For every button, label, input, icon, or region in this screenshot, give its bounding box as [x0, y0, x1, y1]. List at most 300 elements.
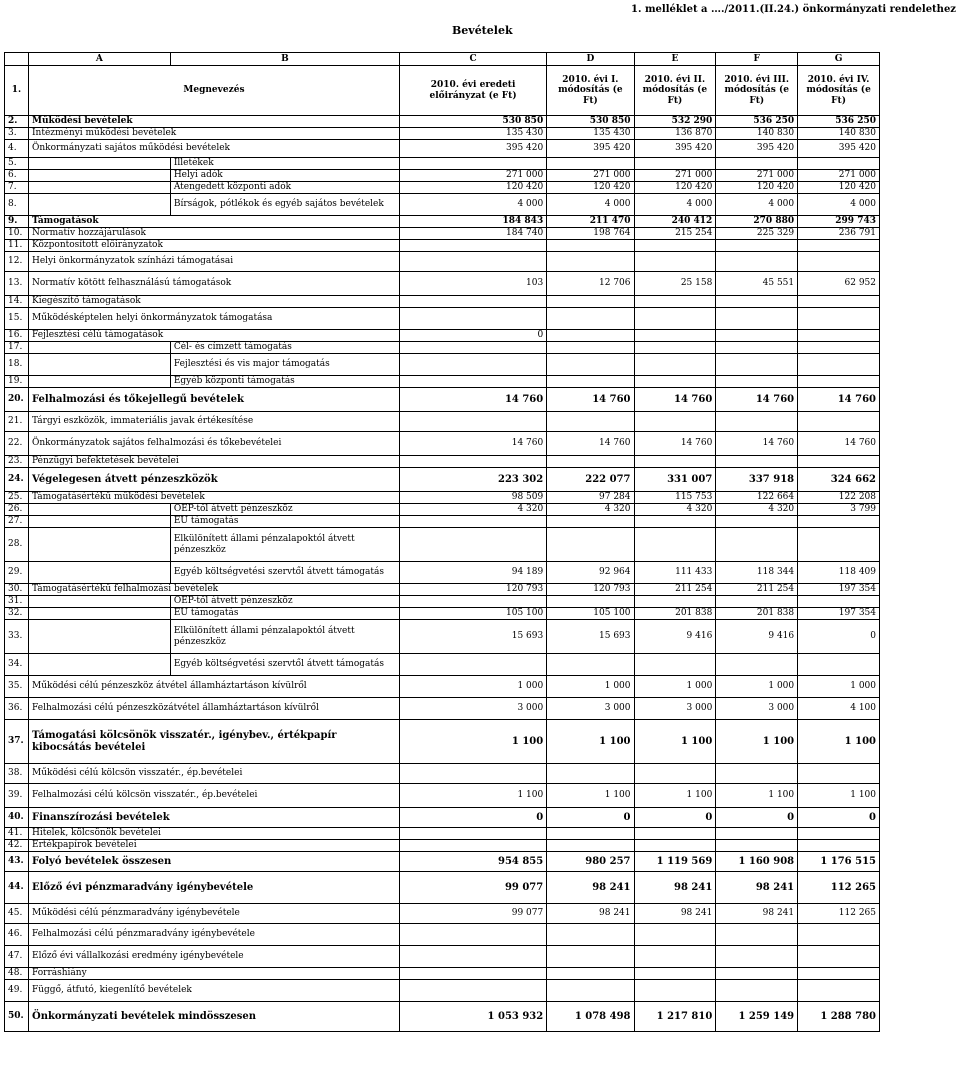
- table-cell: 42.: [5, 840, 29, 852]
- table-cell: [634, 330, 716, 342]
- table-cell: [634, 924, 716, 946]
- table-cell: 1 000: [798, 676, 880, 698]
- table-cell: 31.: [5, 596, 29, 608]
- table-cell: Egyéb központi támogatás: [170, 376, 399, 388]
- table-row: [5, 872, 880, 904]
- table-row: [5, 840, 880, 852]
- table-row: [5, 924, 880, 946]
- table-cell: [399, 924, 546, 946]
- table-cell: [798, 296, 880, 308]
- table-cell: [29, 342, 171, 354]
- table-cell: 1 259 149: [716, 1002, 798, 1032]
- table-cell: 18.: [5, 354, 29, 376]
- table-cell: [399, 828, 546, 840]
- table-cell: 49.: [5, 980, 29, 1002]
- table-cell: EU támogatás: [170, 516, 399, 528]
- table-cell: [547, 924, 634, 946]
- table-cell: [634, 516, 716, 528]
- table-cell: [547, 308, 634, 330]
- table-cell: [399, 296, 546, 308]
- table-cell: [547, 946, 634, 968]
- table-row: [5, 698, 880, 720]
- table-cell: [547, 354, 634, 376]
- table-cell: 14 760: [634, 432, 716, 456]
- table-cell: [399, 968, 546, 980]
- table-row: [5, 116, 880, 128]
- col-letter: B: [170, 53, 399, 66]
- table-cell: [29, 158, 171, 170]
- table-cell: [399, 840, 546, 852]
- table-cell: [634, 596, 716, 608]
- table-row: [5, 620, 880, 654]
- table-cell: [798, 764, 880, 784]
- table-cell: 1 100: [547, 784, 634, 808]
- table-cell: 4 000: [634, 194, 716, 216]
- table-cell: 47.: [5, 946, 29, 968]
- table-row: [5, 412, 880, 432]
- table-cell: 236 791: [798, 228, 880, 240]
- table-cell: [547, 240, 634, 252]
- table-cell: [716, 516, 798, 528]
- table-cell: [547, 252, 634, 272]
- table-cell: [716, 946, 798, 968]
- table-row: [5, 330, 880, 342]
- col-letter: D: [547, 53, 634, 66]
- table-cell: 45 551: [716, 272, 798, 296]
- table-cell: Intézményi működési bevételek: [29, 128, 400, 140]
- table-cell: [399, 456, 546, 468]
- table-row: [5, 808, 880, 828]
- table-cell: 2.: [5, 116, 29, 128]
- col-letter: C: [399, 53, 546, 66]
- table-cell: 3 000: [634, 698, 716, 720]
- table-cell: 0: [399, 808, 546, 828]
- table-cell: 15 693: [399, 620, 546, 654]
- table-cell: 28.: [5, 528, 29, 562]
- table-cell: 38.: [5, 764, 29, 784]
- table-cell: [399, 308, 546, 330]
- table-cell: [716, 296, 798, 308]
- table-cell: 184 740: [399, 228, 546, 240]
- table-cell: 17.: [5, 342, 29, 354]
- table-row: [5, 128, 880, 140]
- table-cell: 9.: [5, 216, 29, 228]
- table-row: [5, 228, 880, 240]
- table-cell: 30.: [5, 584, 29, 596]
- table-cell: [716, 354, 798, 376]
- table-cell: 201 838: [716, 608, 798, 620]
- table-cell: 1 000: [399, 676, 546, 698]
- table-cell: [547, 764, 634, 784]
- table-row: [5, 654, 880, 676]
- table-cell: 122 208: [798, 492, 880, 504]
- table-cell: 98 241: [547, 872, 634, 904]
- table-cell: 1 100: [634, 720, 716, 764]
- table-row: [5, 980, 880, 1002]
- table-cell: Értékpapírok bevételei: [29, 840, 400, 852]
- table-cell: 25.: [5, 492, 29, 504]
- table-cell: [716, 840, 798, 852]
- table-cell: [399, 980, 546, 1002]
- table-cell: 7.: [5, 182, 29, 194]
- table-cell: Finanszírozási bevételek: [29, 808, 400, 828]
- table-row: [5, 216, 880, 228]
- table-cell: 395 420: [399, 140, 546, 158]
- table-cell: 223 302: [399, 468, 546, 492]
- table-cell: Fejlesztési célú támogatások: [29, 330, 400, 342]
- header-num: 1.: [5, 66, 29, 116]
- table-cell: [798, 968, 880, 980]
- table-cell: [798, 946, 880, 968]
- table-cell: [634, 764, 716, 784]
- table-cell: 4 320: [399, 504, 546, 516]
- table-cell: 184 843: [399, 216, 546, 228]
- table-cell: 0: [399, 330, 546, 342]
- table-cell: Önkormányzati sajátos működési bevételek: [29, 140, 400, 158]
- table-cell: 26.: [5, 504, 29, 516]
- table-cell: 0: [716, 808, 798, 828]
- table-cell: [29, 504, 171, 516]
- table-cell: [634, 252, 716, 272]
- table-cell: Illetékek: [170, 158, 399, 170]
- table-cell: 48.: [5, 968, 29, 980]
- header-d: 2010. évi eredeti előirányzat (e Ft): [399, 66, 546, 116]
- table-cell: 3 799: [798, 504, 880, 516]
- table-cell: Forráshiány: [29, 968, 400, 980]
- table-cell: 1 100: [798, 784, 880, 808]
- table-cell: 103: [399, 272, 546, 296]
- table-cell: EU támogatás: [170, 608, 399, 620]
- table-cell: Fejlesztési és vis major támogatás: [170, 354, 399, 376]
- table-cell: 4 000: [399, 194, 546, 216]
- table-cell: 271 000: [547, 170, 634, 182]
- table-cell: 25 158: [634, 272, 716, 296]
- table-cell: 4 320: [716, 504, 798, 516]
- table-cell: [798, 252, 880, 272]
- table-cell: 120 420: [547, 182, 634, 194]
- table-cell: 10.: [5, 228, 29, 240]
- table-cell: 41.: [5, 828, 29, 840]
- table-cell: 1 176 515: [798, 852, 880, 872]
- table-cell: 35.: [5, 676, 29, 698]
- table-cell: 1 100: [399, 720, 546, 764]
- table-cell: 536 250: [716, 116, 798, 128]
- table-cell: 15 693: [547, 620, 634, 654]
- table-cell: 24.: [5, 468, 29, 492]
- table-cell: [547, 516, 634, 528]
- table-cell: 197 354: [798, 584, 880, 596]
- table-cell: 4 000: [798, 194, 880, 216]
- table-cell: 44.: [5, 872, 29, 904]
- table-cell: 92 964: [547, 562, 634, 584]
- table-cell: 395 420: [547, 140, 634, 158]
- table-row: [5, 492, 880, 504]
- table-cell: 136 870: [634, 128, 716, 140]
- table-cell: 120 420: [716, 182, 798, 194]
- table-row: [5, 194, 880, 216]
- table-cell: 271 000: [798, 170, 880, 182]
- table-cell: [716, 828, 798, 840]
- table-cell: Kiegészítő támogatások: [29, 296, 400, 308]
- table-cell: [634, 828, 716, 840]
- table-cell: Előző évi vállalkozási eredmény igénybevétele: [29, 946, 400, 968]
- table-cell: 12 706: [547, 272, 634, 296]
- table-cell: [798, 516, 880, 528]
- table-cell: Helyi önkormányzatok színházi támogatásai: [29, 252, 400, 272]
- table-cell: [798, 342, 880, 354]
- table-cell: Támogatásértékű működési bevételek: [29, 492, 400, 504]
- table-cell: [716, 412, 798, 432]
- table-cell: 14 760: [547, 388, 634, 412]
- table-cell: 27.: [5, 516, 29, 528]
- table-cell: [716, 528, 798, 562]
- table-cell: [716, 654, 798, 676]
- table-row: [5, 904, 880, 924]
- table-cell: 19.: [5, 376, 29, 388]
- table-cell: 1 100: [399, 784, 546, 808]
- table-cell: Támogatásértékű felhalmozási bevételek: [29, 584, 400, 596]
- table-cell: 120 793: [547, 584, 634, 596]
- table-cell: [547, 456, 634, 468]
- header-h: 2010. évi IV. módosítás (e Ft): [798, 66, 880, 116]
- table-cell: 98 241: [634, 904, 716, 924]
- table-cell: 0: [798, 620, 880, 654]
- table-cell: Elkülönített állami pénzalapoktól átvett pénzeszköz: [170, 528, 399, 562]
- table-row: [5, 272, 880, 296]
- table-cell: 14 760: [399, 388, 546, 412]
- table-cell: 4.: [5, 140, 29, 158]
- table-row: [5, 764, 880, 784]
- table-cell: 62 952: [798, 272, 880, 296]
- table-cell: 1 053 932: [399, 1002, 546, 1032]
- table-cell: [716, 456, 798, 468]
- table-cell: [634, 946, 716, 968]
- table-cell: 225 329: [716, 228, 798, 240]
- table-cell: 271 000: [399, 170, 546, 182]
- table-cell: [399, 240, 546, 252]
- table-cell: Végelegesen átvett pénzeszközök: [29, 468, 400, 492]
- table-cell: [29, 654, 171, 676]
- table-row: [5, 240, 880, 252]
- table-cell: 395 420: [716, 140, 798, 158]
- table-cell: Pénzügyi befektetések bevételei: [29, 456, 400, 468]
- table-cell: [798, 158, 880, 170]
- table-cell: 111 433: [634, 562, 716, 584]
- table-cell: 530 850: [399, 116, 546, 128]
- table-cell: 1 288 780: [798, 1002, 880, 1032]
- table-cell: 43.: [5, 852, 29, 872]
- table-row: [5, 296, 880, 308]
- table-row: [5, 468, 880, 492]
- table-cell: [634, 308, 716, 330]
- table-cell: 1 100: [547, 720, 634, 764]
- header-e: 2010. évi I. módosítás (e Ft): [547, 66, 634, 116]
- table-cell: [798, 924, 880, 946]
- table-cell: [399, 354, 546, 376]
- table-cell: [634, 980, 716, 1002]
- table-cell: 115 753: [634, 492, 716, 504]
- table-cell: [634, 412, 716, 432]
- table-cell: 14 760: [716, 432, 798, 456]
- table-cell: [634, 240, 716, 252]
- table-cell: [547, 528, 634, 562]
- table-cell: [716, 924, 798, 946]
- table-cell: Helyi adók: [170, 170, 399, 182]
- table-cell: OEP-től átvett pénzeszköz: [170, 596, 399, 608]
- table-cell: 12.: [5, 252, 29, 272]
- table-cell: [634, 968, 716, 980]
- table-cell: 16.: [5, 330, 29, 342]
- table-cell: [634, 376, 716, 388]
- table-cell: 46.: [5, 924, 29, 946]
- table-cell: [29, 562, 171, 584]
- table-cell: 14.: [5, 296, 29, 308]
- table-cell: [634, 840, 716, 852]
- table-cell: Bírságok, pótlékok és egyéb sajátos bevételek: [170, 194, 399, 216]
- table-cell: 45.: [5, 904, 29, 924]
- column-letters-row: [5, 53, 880, 66]
- table-cell: [634, 528, 716, 562]
- table-row: [5, 946, 880, 968]
- table-cell: [716, 376, 798, 388]
- table-cell: Működési bevételek: [29, 116, 400, 128]
- table-cell: [547, 412, 634, 432]
- table-cell: 4 000: [716, 194, 798, 216]
- table-cell: 1 100: [716, 720, 798, 764]
- table-row: [5, 608, 880, 620]
- table-cell: Hitelek, kölcsönök bevételei: [29, 828, 400, 840]
- table-cell: 118 409: [798, 562, 880, 584]
- table-cell: [29, 194, 171, 216]
- table-cell: 0: [798, 808, 880, 828]
- table-cell: [29, 354, 171, 376]
- table-cell: [798, 596, 880, 608]
- table-row: [5, 968, 880, 980]
- table-cell: Normatív hozzájárulások: [29, 228, 400, 240]
- table-cell: [634, 342, 716, 354]
- table-cell: [547, 158, 634, 170]
- table-cell: Működési célú pénzmaradvány igénybevétele: [29, 904, 400, 924]
- table-cell: [547, 296, 634, 308]
- table-cell: 97 284: [547, 492, 634, 504]
- col-letter: G: [798, 53, 880, 66]
- table-cell: 1 100: [798, 720, 880, 764]
- table-cell: 337 918: [716, 468, 798, 492]
- table-cell: 197 354: [798, 608, 880, 620]
- table-cell: [29, 376, 171, 388]
- table-row: [5, 170, 880, 182]
- table-cell: [798, 840, 880, 852]
- table-cell: Átengedett központi adók: [170, 182, 399, 194]
- table-cell: 105 100: [399, 608, 546, 620]
- table-cell: [547, 980, 634, 1002]
- table-cell: 120 420: [399, 182, 546, 194]
- table-cell: [399, 946, 546, 968]
- table-cell: 140 830: [798, 128, 880, 140]
- table-cell: 271 000: [634, 170, 716, 182]
- table-cell: [547, 654, 634, 676]
- table-row: [5, 562, 880, 584]
- table-cell: 14 760: [634, 388, 716, 412]
- table-cell: 211 470: [547, 216, 634, 228]
- table-cell: Felhalmozási célú kölcsön visszatér., ép.bevételei: [29, 784, 400, 808]
- table-cell: 1 119 569: [634, 852, 716, 872]
- table-cell: 6.: [5, 170, 29, 182]
- table-cell: 0: [547, 808, 634, 828]
- table-cell: 9 416: [634, 620, 716, 654]
- table-cell: 105 100: [547, 608, 634, 620]
- table-cell: [399, 252, 546, 272]
- table-cell: [798, 330, 880, 342]
- revenue-table: [4, 52, 880, 1032]
- table-cell: 331 007: [634, 468, 716, 492]
- table-row: [5, 828, 880, 840]
- table-cell: [399, 764, 546, 784]
- table-cell: [547, 376, 634, 388]
- table-cell: [29, 596, 171, 608]
- table-cell: 34.: [5, 654, 29, 676]
- table-cell: [399, 528, 546, 562]
- table-cell: [716, 764, 798, 784]
- table-row: [5, 388, 880, 412]
- table-cell: 21.: [5, 412, 29, 432]
- table-cell: Működésképtelen helyi önkormányzatok támogatása: [29, 308, 400, 330]
- table-cell: [29, 620, 171, 654]
- table-cell: Egyéb költségvetési szervtől átvett támogatás: [170, 654, 399, 676]
- table-cell: 3 000: [716, 698, 798, 720]
- table-row: [5, 140, 880, 158]
- table-cell: Felhalmozási célú pénzeszközátvétel államháztartáson kívülről: [29, 698, 400, 720]
- table-cell: Támogatások: [29, 216, 400, 228]
- table-cell: Központosított előirányzatok: [29, 240, 400, 252]
- table-cell: 135 430: [547, 128, 634, 140]
- table-cell: 0: [634, 808, 716, 828]
- table-cell: Egyéb költségvetési szervtől átvett támogatás: [170, 562, 399, 584]
- table-cell: 36.: [5, 698, 29, 720]
- table-cell: [29, 608, 171, 620]
- table-cell: 120 420: [798, 182, 880, 194]
- table-cell: 395 420: [634, 140, 716, 158]
- table-cell: [798, 828, 880, 840]
- table-row: [5, 308, 880, 330]
- table-cell: [547, 828, 634, 840]
- table-cell: Normatív kötött felhasználású támogatások: [29, 272, 400, 296]
- table-cell: [716, 308, 798, 330]
- table-cell: 11.: [5, 240, 29, 252]
- table-cell: [634, 158, 716, 170]
- table-cell: 1 217 810: [634, 1002, 716, 1032]
- table-cell: 13.: [5, 272, 29, 296]
- table-cell: Cél- és címzett támogatás: [170, 342, 399, 354]
- table-row: [5, 354, 880, 376]
- table-cell: [798, 456, 880, 468]
- col-letter: [5, 53, 29, 66]
- table-cell: 536 250: [798, 116, 880, 128]
- table-cell: 14 760: [798, 388, 880, 412]
- col-letter: A: [29, 53, 171, 66]
- table-cell: 120 793: [399, 584, 546, 596]
- table-cell: 39.: [5, 784, 29, 808]
- table-cell: [29, 516, 171, 528]
- table-row: [5, 516, 880, 528]
- table-cell: Függő, átfutó, kiegenlítő bevételek: [29, 980, 400, 1002]
- table-cell: 4 320: [634, 504, 716, 516]
- table-cell: Működési célú pénzeszköz átvétel államháztartáson kívülről: [29, 676, 400, 698]
- table-cell: 23.: [5, 456, 29, 468]
- table-cell: [399, 516, 546, 528]
- table-cell: [29, 528, 171, 562]
- table-row: [5, 182, 880, 194]
